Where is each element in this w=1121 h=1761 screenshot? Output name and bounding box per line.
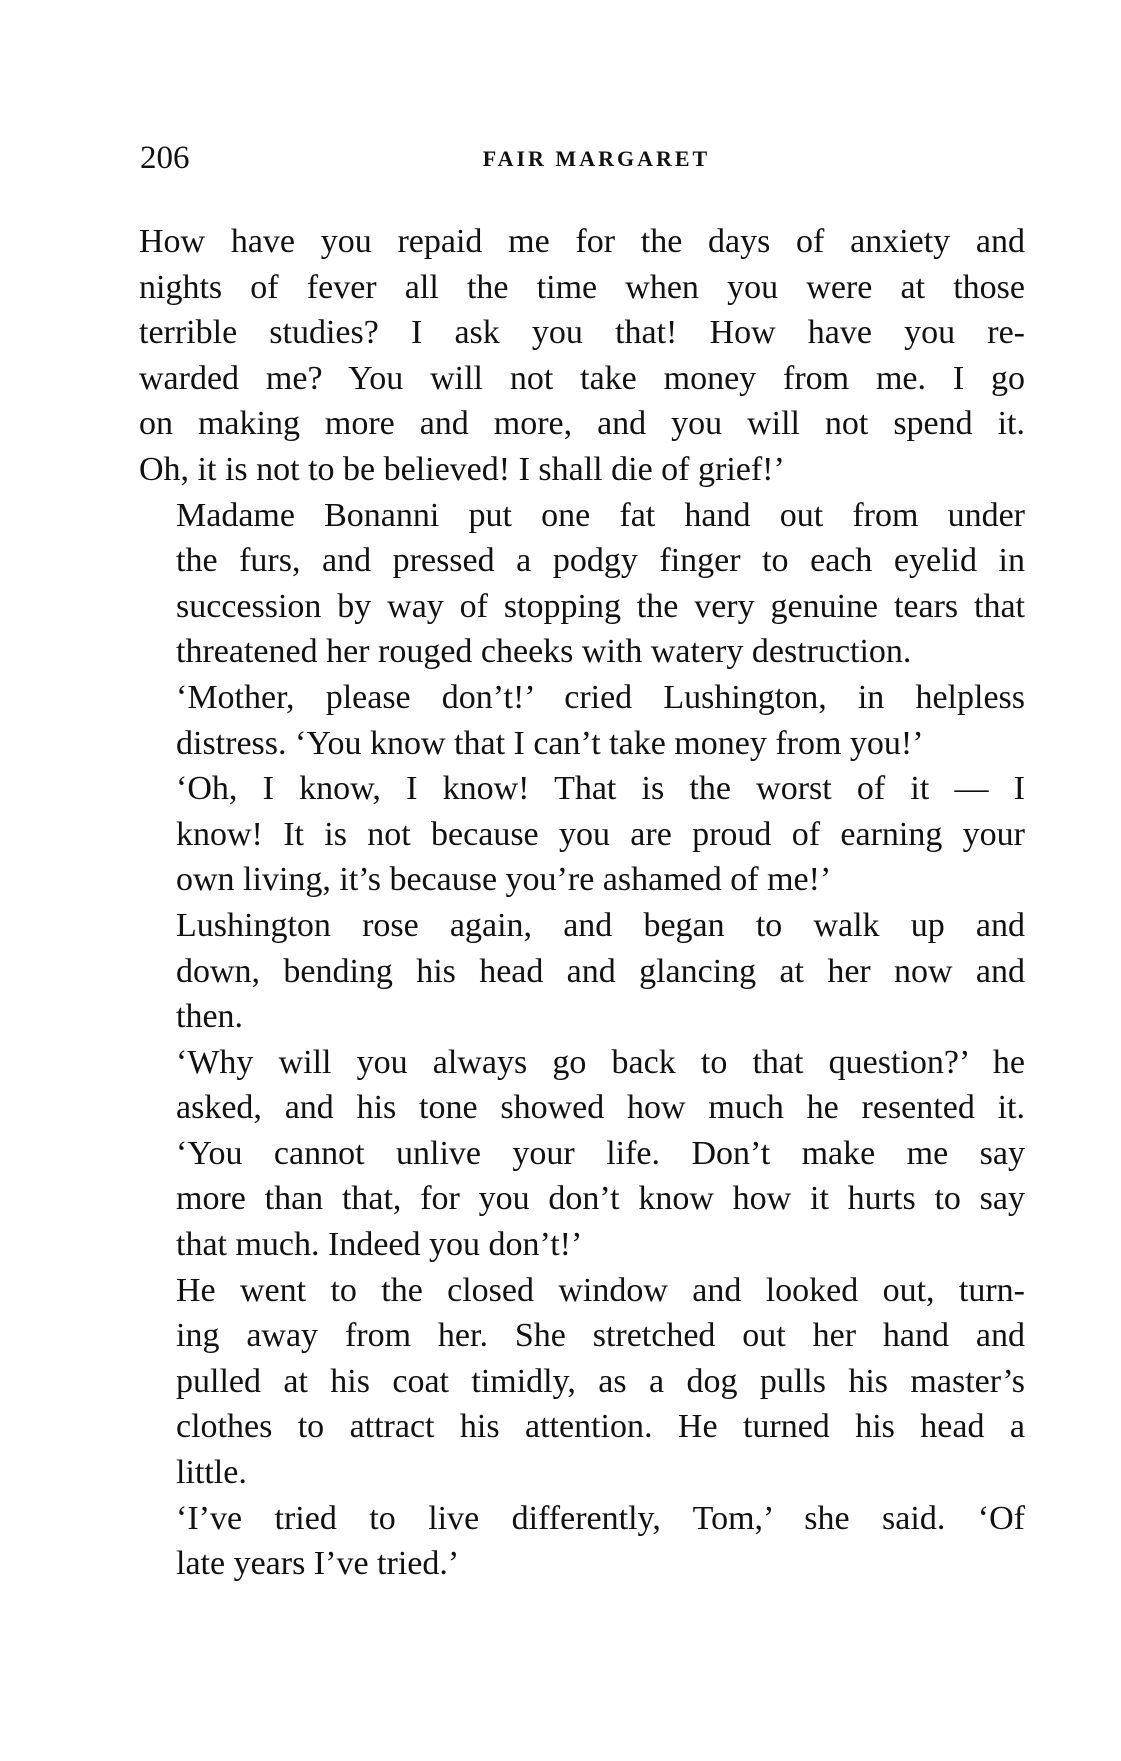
- text-line: late years I’ve tried.’: [176, 1545, 460, 1583]
- text-line: the furs, and pressed a podgy finger to each eyelid in: [176, 542, 1025, 580]
- text-line: little.: [176, 1454, 247, 1492]
- text-line: clothes to attract his attention. He turned his head a: [176, 1408, 1025, 1446]
- text-line: asked, and his tone showed how much he resented it.: [176, 1089, 1025, 1127]
- body-text: [139, 219, 1025, 1587]
- text-line: He went to the closed window and looked out, turn-: [176, 1271, 1025, 1309]
- paragraph: [139, 219, 1025, 493]
- text-line: ing away from her. She stretched out her hand and: [176, 1317, 1025, 1355]
- running-head: [140, 138, 1025, 178]
- text-line: ‘Why will you always go back to that question?’ he: [176, 1043, 1025, 1081]
- text-line: threatened her rouged cheeks with watery destruction.: [176, 633, 912, 671]
- text-line: How have you repaid me for the days of anxiety and: [139, 223, 1025, 260]
- text-line: ‘Mother, please don’t!’ cried Lushington, in helpless: [176, 678, 1025, 716]
- text-line: ‘Oh, I know, I know! That is the worst of it — I: [176, 770, 1025, 808]
- text-line: on making more and more, and you will not spend it.: [139, 405, 1025, 443]
- text-line: Madame Bonanni put one fat hand out from under: [176, 496, 1025, 534]
- text-line: distress. ‘You know that I can’t take money from you!’: [176, 724, 924, 762]
- text-line: own living, it’s because you’re ashamed of me!’: [176, 861, 832, 899]
- paragraph: [139, 1496, 1025, 1587]
- paragraph: [139, 766, 1025, 903]
- page-number: 206: [140, 140, 190, 176]
- text-line: know! It is not because you are proud of earning your: [176, 815, 1025, 853]
- paragraph: [139, 675, 1025, 766]
- running-title: FAIR MARGARET: [482, 146, 711, 171]
- paragraph: [139, 1268, 1025, 1496]
- paragraph: [139, 903, 1025, 1040]
- text-line: warded me? You will not take money from me. I go: [139, 359, 1025, 397]
- paragraph: [139, 1040, 1025, 1268]
- text-line: ‘You cannot unlive your life. Don’t make me say: [176, 1134, 1025, 1172]
- text-line: Lushington rose again, and began to walk up and: [176, 906, 1025, 944]
- text-line: nights of fever all the time when you were at those: [139, 268, 1025, 306]
- text-line: down, bending his head and glancing at her now and: [176, 952, 1025, 990]
- text-line: succession by way of stopping the very genuine tears that: [176, 587, 1025, 625]
- text-line: Oh, it is not to be believed! I shall die of grief!’: [139, 450, 785, 488]
- text-line: then.: [176, 998, 244, 1036]
- paragraph: [139, 493, 1025, 675]
- text-line: pulled at his coat timidly, as a dog pulls his master’s: [176, 1362, 1025, 1400]
- text-line: ‘I’ve tried to live differently, Tom,’ she said. ‘Of: [176, 1499, 1025, 1537]
- text-line: that much. Indeed you don’t!’: [176, 1226, 583, 1264]
- text-line: terrible studies? I ask you that! How have you re-: [139, 314, 1025, 352]
- text-line: more than that, for you don’t know how it hurts to say: [176, 1180, 1025, 1218]
